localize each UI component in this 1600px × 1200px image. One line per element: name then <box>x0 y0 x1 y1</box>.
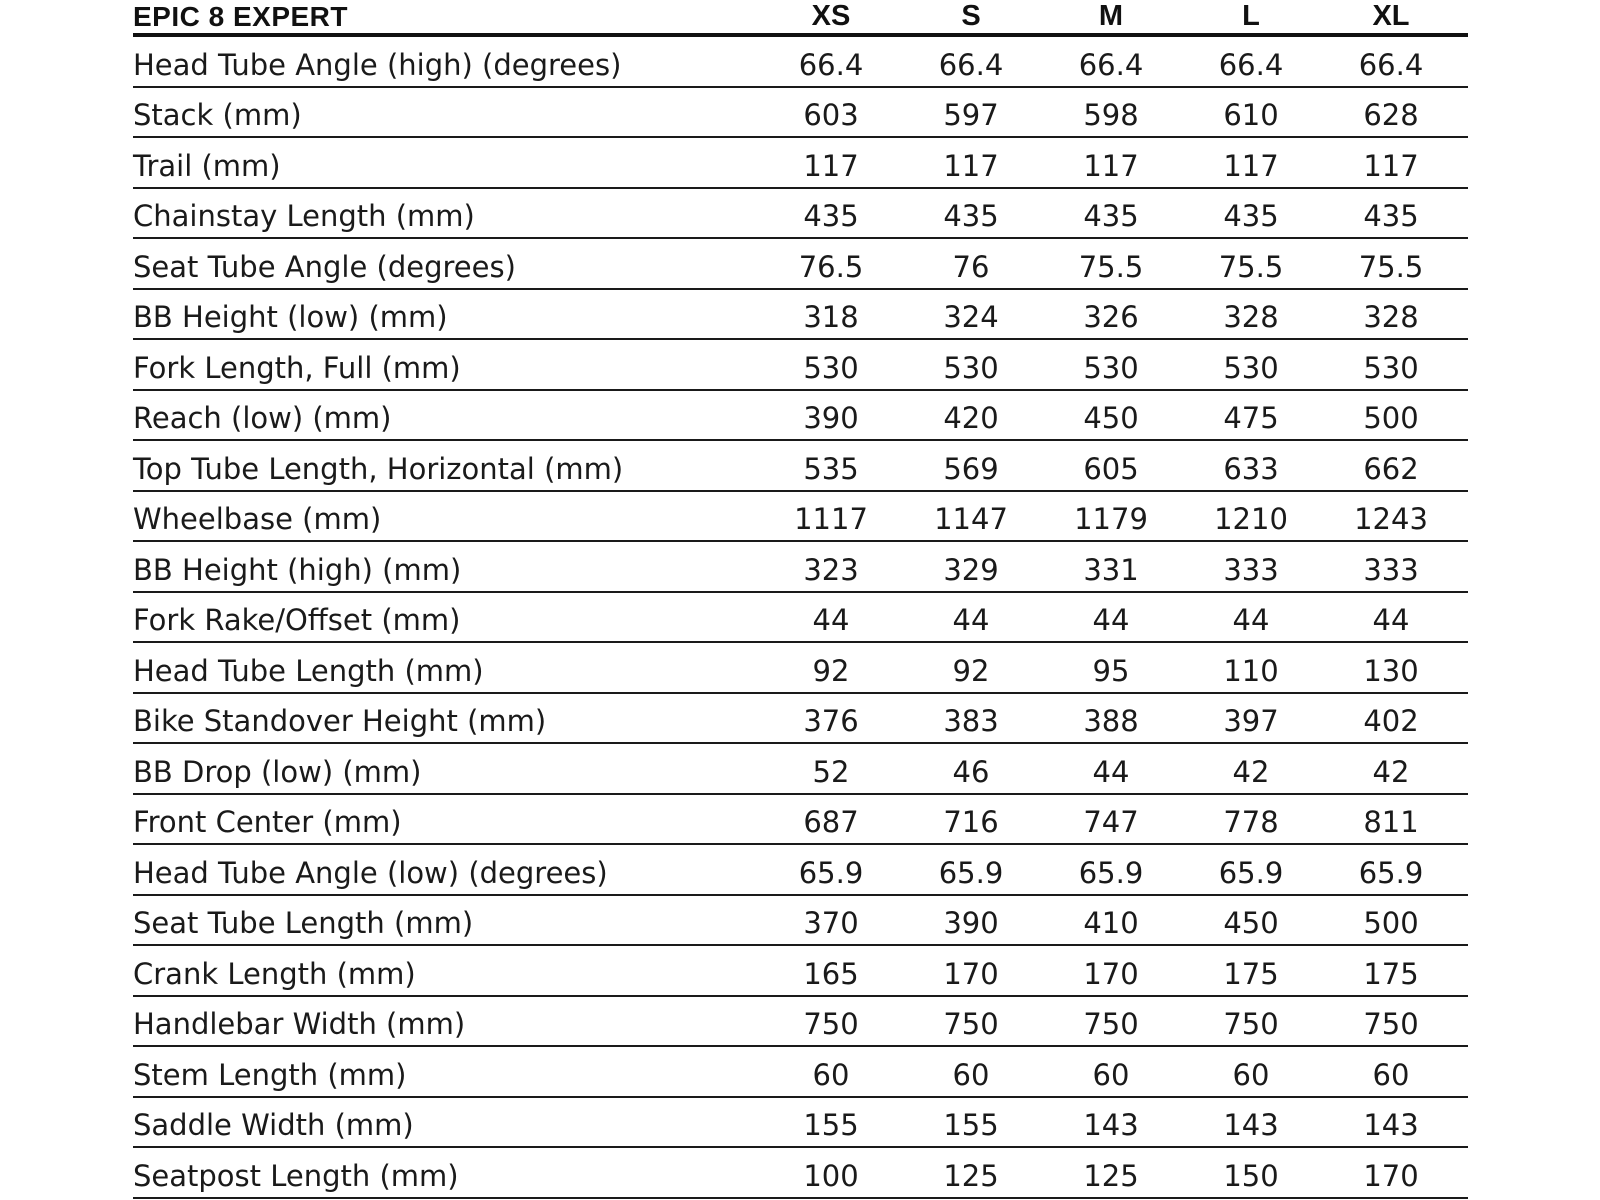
table-row <box>133 88 1468 139</box>
cell-xs: 92 <box>812 653 850 688</box>
cell-xs: 52 <box>812 754 850 789</box>
cell-xs: 750 <box>803 1007 859 1041</box>
cell-l: 110 <box>1223 653 1279 688</box>
cell-xs: 165 <box>803 956 859 991</box>
cell-xs: 376 <box>803 704 859 738</box>
row-label: Stem Length (mm) <box>133 1057 407 1092</box>
geometry-table <box>133 0 1468 1199</box>
cell-s: 1147 <box>934 502 1008 536</box>
row-label: Seat Tube Angle (degrees) <box>133 249 516 284</box>
cell-m: 143 <box>1083 1108 1139 1142</box>
cell-m: 117 <box>1083 148 1139 183</box>
cell-xs: 390 <box>803 401 859 435</box>
cell-xl: 75.5 <box>1358 249 1424 284</box>
cell-s: 155 <box>943 1108 999 1142</box>
cell-m: 1179 <box>1074 502 1148 536</box>
cell-m: 435 <box>1083 199 1139 233</box>
cell-s: 383 <box>943 704 999 738</box>
cell-xs: 687 <box>803 805 859 839</box>
table-row <box>133 239 1468 290</box>
cell-m: 95 <box>1092 653 1130 688</box>
row-label: BB Height (low) (mm) <box>133 300 448 334</box>
table-row <box>133 340 1468 391</box>
cell-l: 610 <box>1223 98 1279 132</box>
cell-s: 46 <box>952 754 990 789</box>
size-header-xl: XL <box>1372 0 1410 32</box>
cell-xs: 1117 <box>794 502 868 536</box>
cell-m: 598 <box>1083 98 1139 132</box>
cell-xs: 318 <box>803 300 859 334</box>
cell-s: 390 <box>943 906 999 940</box>
cell-m: 388 <box>1083 704 1139 738</box>
cell-xs: 370 <box>803 906 859 940</box>
cell-xl: 60 <box>1372 1057 1410 1092</box>
cell-s: 716 <box>943 805 999 839</box>
table-row <box>133 1148 1468 1199</box>
size-header-m: M <box>1098 0 1124 32</box>
cell-l: 397 <box>1223 704 1279 738</box>
cell-xl: 44 <box>1372 603 1410 637</box>
cell-m: 331 <box>1083 552 1139 587</box>
table-row <box>133 593 1468 644</box>
cell-xl: 42 <box>1372 754 1410 789</box>
cell-l: 143 <box>1223 1108 1279 1142</box>
cell-xs: 100 <box>803 1158 859 1193</box>
cell-xs: 155 <box>803 1108 859 1142</box>
cell-xl: 662 <box>1363 451 1419 486</box>
row-label: Crank Length (mm) <box>133 956 416 991</box>
cell-l: 475 <box>1223 401 1279 435</box>
cell-xs: 535 <box>803 451 859 486</box>
cell-l: 117 <box>1223 148 1279 183</box>
row-label: Handlebar Width (mm) <box>133 1007 466 1041</box>
table-row <box>133 441 1468 492</box>
row-label: Seat Tube Length (mm) <box>133 906 474 940</box>
cell-xs: 44 <box>812 603 850 637</box>
cell-l: 175 <box>1223 956 1279 991</box>
cell-xs: 117 <box>803 148 859 183</box>
cell-xs: 435 <box>803 199 859 233</box>
model-title: EPIC 8 EXPERT <box>133 0 349 32</box>
cell-s: 597 <box>943 98 999 132</box>
table-row <box>133 391 1468 442</box>
table-row <box>133 189 1468 240</box>
cell-xl: 143 <box>1363 1108 1419 1142</box>
cell-m: 65.9 <box>1078 855 1144 890</box>
cell-l: 65.9 <box>1218 855 1284 890</box>
cell-l: 60 <box>1232 1057 1270 1092</box>
cell-l: 333 <box>1223 552 1279 587</box>
cell-l: 1210 <box>1214 502 1288 536</box>
cell-xl: 175 <box>1363 956 1419 991</box>
row-label: Head Tube Angle (low) (degrees) <box>133 855 608 890</box>
cell-s: 92 <box>952 653 990 688</box>
cell-l: 66.4 <box>1218 47 1284 82</box>
table-row <box>133 37 1468 88</box>
cell-xl: 1243 <box>1354 502 1428 536</box>
row-label: Head Tube Angle (high) (degrees) <box>133 47 622 82</box>
cell-xs: 66.4 <box>798 47 864 82</box>
cell-s: 44 <box>952 603 990 637</box>
cell-s: 530 <box>943 350 999 385</box>
cell-l: 42 <box>1232 754 1270 789</box>
cell-m: 750 <box>1083 1007 1139 1041</box>
cell-s: 750 <box>943 1007 999 1041</box>
cell-m: 60 <box>1092 1057 1130 1092</box>
cell-xl: 65.9 <box>1358 855 1424 890</box>
cell-l: 778 <box>1223 805 1279 839</box>
size-header-l: L <box>1242 0 1260 32</box>
cell-m: 170 <box>1083 956 1139 991</box>
row-label: Stack (mm) <box>133 98 302 132</box>
cell-m: 410 <box>1083 906 1139 940</box>
cell-xs: 323 <box>803 552 859 587</box>
cell-s: 65.9 <box>938 855 1004 890</box>
cell-xl: 628 <box>1363 98 1419 132</box>
cell-s: 66.4 <box>938 47 1004 82</box>
cell-l: 150 <box>1223 1158 1279 1193</box>
row-label: Wheelbase (mm) <box>133 502 382 536</box>
cell-s: 117 <box>943 148 999 183</box>
cell-l: 530 <box>1223 350 1279 385</box>
cell-s: 569 <box>943 451 999 486</box>
cell-xl: 66.4 <box>1358 47 1424 82</box>
row-label: Chainstay Length (mm) <box>133 199 475 233</box>
cell-l: 75.5 <box>1218 249 1284 284</box>
row-label: Trail (mm) <box>133 148 281 183</box>
cell-l: 750 <box>1223 1007 1279 1041</box>
cell-l: 328 <box>1223 300 1279 334</box>
cell-m: 66.4 <box>1078 47 1144 82</box>
cell-s: 60 <box>952 1057 990 1092</box>
cell-s: 170 <box>943 956 999 991</box>
row-label: Head Tube Length (mm) <box>133 653 484 688</box>
table-row <box>133 744 1468 795</box>
size-header-s: S <box>961 0 981 32</box>
row-label: Saddle Width (mm) <box>133 1108 414 1142</box>
cell-s: 329 <box>943 552 999 587</box>
table-row <box>133 643 1468 694</box>
cell-xl: 328 <box>1363 300 1419 334</box>
row-label: BB Height (high) (mm) <box>133 552 462 587</box>
cell-xl: 435 <box>1363 199 1419 233</box>
cell-s: 324 <box>943 300 999 334</box>
cell-m: 44 <box>1092 754 1130 789</box>
cell-m: 75.5 <box>1078 249 1144 284</box>
row-label: Fork Rake/Offset (mm) <box>133 603 461 637</box>
table-row <box>133 896 1468 947</box>
cell-xs: 65.9 <box>798 855 864 890</box>
cell-m: 125 <box>1083 1158 1139 1193</box>
cell-m: 44 <box>1092 603 1130 637</box>
cell-l: 435 <box>1223 199 1279 233</box>
table-row <box>133 138 1468 189</box>
row-label: Bike Standover Height (mm) <box>133 704 547 738</box>
table-row <box>133 290 1468 341</box>
cell-s: 435 <box>943 199 999 233</box>
row-label: Reach (low) (mm) <box>133 401 392 435</box>
table-row <box>133 492 1468 543</box>
row-label: Seatpost Length (mm) <box>133 1158 459 1193</box>
size-header-xs: XS <box>811 0 851 32</box>
row-label: BB Drop (low) (mm) <box>133 754 422 789</box>
cell-m: 747 <box>1083 805 1139 839</box>
cell-l: 450 <box>1223 906 1279 940</box>
cell-m: 326 <box>1083 300 1139 334</box>
table-row <box>133 1098 1468 1149</box>
cell-xs: 60 <box>812 1057 850 1092</box>
table-row <box>133 542 1468 593</box>
cell-m: 450 <box>1083 401 1139 435</box>
table-row <box>133 997 1468 1048</box>
row-label: Front Center (mm) <box>133 805 402 839</box>
cell-xl: 811 <box>1363 805 1419 839</box>
cell-xl: 130 <box>1363 653 1419 688</box>
row-label: Top Tube Length, Horizontal (mm) <box>133 451 624 486</box>
cell-m: 605 <box>1083 451 1139 486</box>
table-header <box>133 0 1468 37</box>
cell-xl: 333 <box>1363 552 1419 587</box>
table-row <box>133 946 1468 997</box>
cell-xl: 500 <box>1363 401 1419 435</box>
cell-xl: 170 <box>1363 1158 1419 1193</box>
cell-xs: 603 <box>803 98 859 132</box>
table-row <box>133 795 1468 846</box>
cell-xl: 402 <box>1363 704 1419 738</box>
geometry-rows <box>133 37 1468 1199</box>
cell-s: 125 <box>943 1158 999 1193</box>
table-row <box>133 694 1468 745</box>
cell-xl: 500 <box>1363 906 1419 940</box>
row-label: Fork Length, Full (mm) <box>133 350 461 385</box>
cell-m: 530 <box>1083 350 1139 385</box>
table-row <box>133 845 1468 896</box>
cell-l: 44 <box>1232 603 1270 637</box>
cell-s: 420 <box>943 401 999 435</box>
cell-xs: 76.5 <box>798 249 864 284</box>
cell-l: 633 <box>1223 451 1279 486</box>
cell-xl: 530 <box>1363 350 1419 385</box>
cell-s: 76 <box>952 249 990 284</box>
cell-xs: 530 <box>803 350 859 385</box>
table-row <box>133 1047 1468 1098</box>
cell-xl: 750 <box>1363 1007 1419 1041</box>
cell-xl: 117 <box>1363 148 1419 183</box>
